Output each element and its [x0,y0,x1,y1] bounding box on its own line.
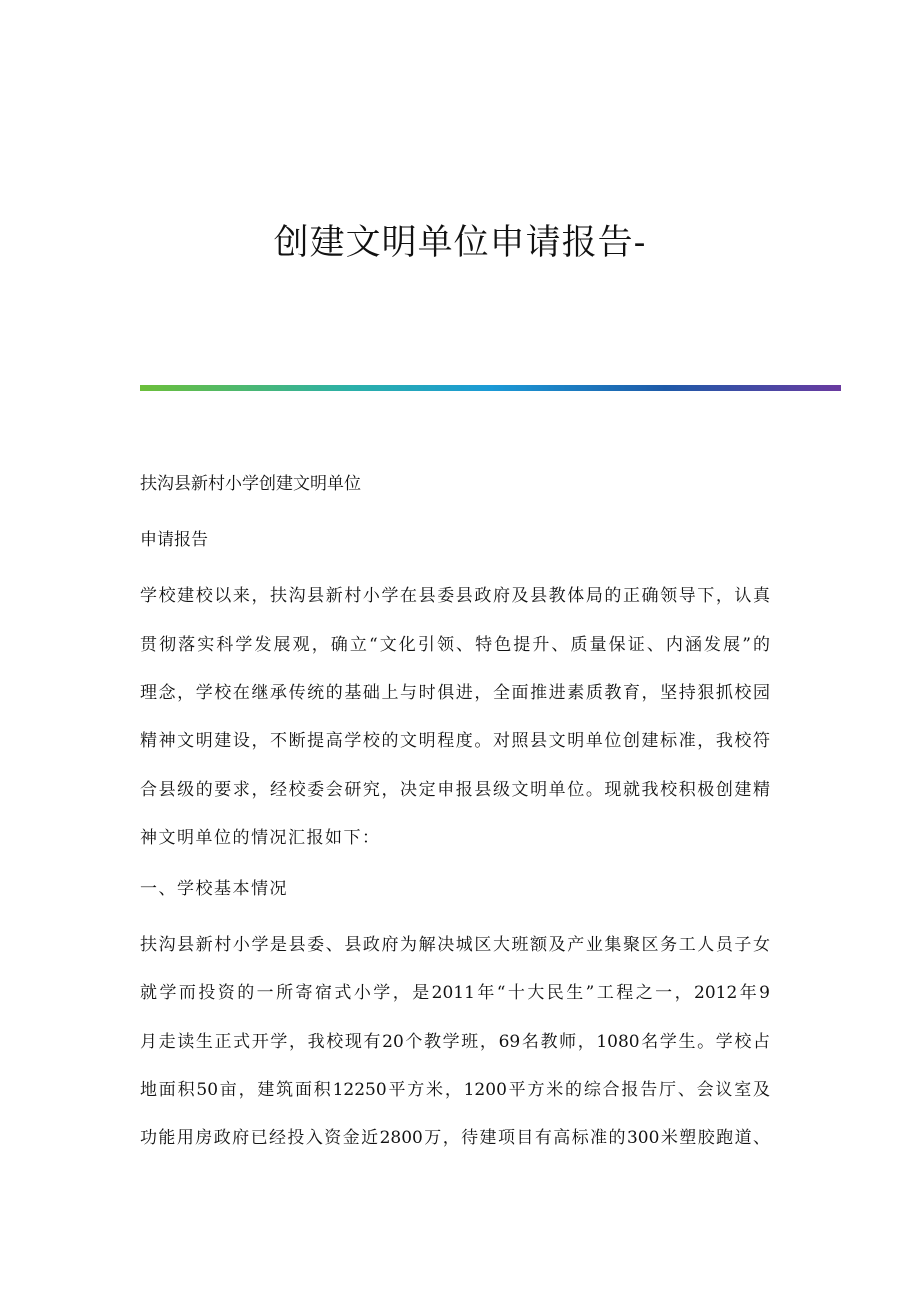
heading-line: 扶沟县新村小学创建文明单位 [140,474,361,494]
paragraph-line: 功能用房政府已经投入资金近2800万，待建项目有高标准的300米塑胶跑道、 [140,1128,770,1148]
paragraph-line: 合县级的要求，经校委会研究，决定申报县级文明单位。现就我校积极创建精 [140,780,770,800]
heading-line: 申请报告 [140,530,208,550]
paragraph-line: 月走读生正式开学，我校现有20个教学班，69名教师，1080名学生。学校占 [140,1032,770,1052]
paragraph-line: 神文明单位的情况汇报如下： [140,828,381,848]
paragraph-line: 扶沟县新村小学是县委、县政府为解决城区大班额及产业集聚区务工人员子女 [140,935,770,955]
paragraph-line: 地面积50亩，建筑面积12250平方米，1200平方米的综合报告厅、会议室及 [140,1080,770,1100]
paragraph-line: 就学而投资的一所寄宿式小学，是2011年“十大民生”工程之一，2012年9 [140,983,770,1003]
paragraph-line: 贯彻落实科学发展观，确立“文化引领、特色提升、质量保证、内涵发展”的 [140,635,770,655]
section-heading: 一、学校基本情况 [140,879,288,899]
paragraph-line: 学校建校以来，扶沟县新村小学在县委县政府及县教体局的正确领导下，认真 [140,586,770,606]
paragraph-line: 理念，学校在继承传统的基础上与时俱进，全面推进素质教育，坚持狠抓校园 [140,683,770,703]
document-title: 创建文明单位申请报告- [273,223,647,263]
gradient-divider [140,385,841,391]
paragraph-line: 精神文明建设，不断提高学校的文明程度。对照县文明单位创建标准，我校符 [140,731,770,751]
